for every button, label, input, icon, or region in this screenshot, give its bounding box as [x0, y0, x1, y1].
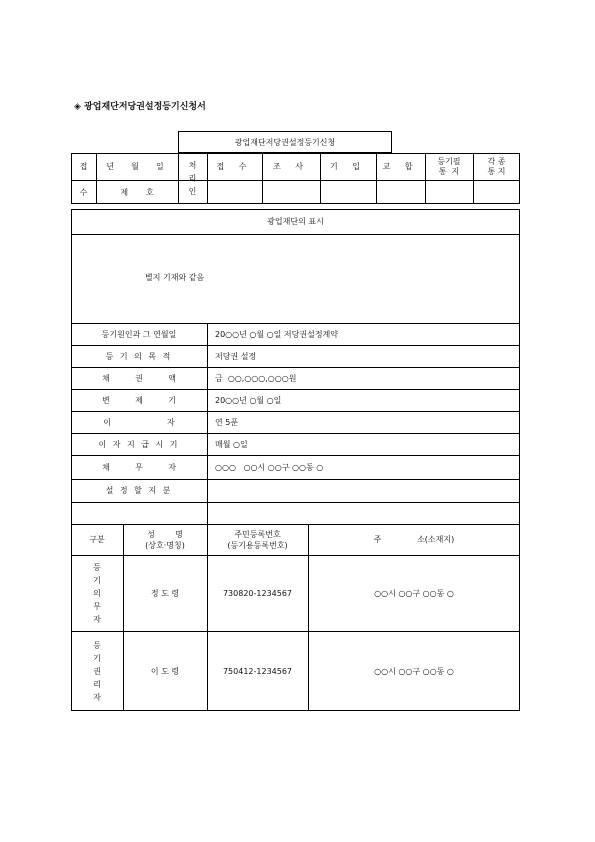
- label-su: 수: [79, 187, 88, 197]
- header-address: 주 소(소재지): [373, 535, 455, 544]
- obligor-address: ○○시 ○○구 ○○동 ○: [374, 588, 454, 598]
- label-debtor: 채 무 자: [101, 462, 177, 472]
- header-id-number: 주민등록번호 (등기용등록번호): [227, 529, 288, 550]
- document-title: ◈ 광업재단저당권설정등기신청서: [74, 102, 206, 112]
- col-entry: 기 입: [330, 162, 366, 171]
- col-investigation: 조 사: [273, 162, 309, 171]
- value-share: [207, 479, 520, 502]
- value-interest: 연 5푼: [215, 417, 239, 427]
- label-claim-amount: 채 권 액: [101, 373, 177, 383]
- col-various-notice: 각 종 통 지: [487, 156, 506, 176]
- label-repayment-date: 변 제 기: [101, 395, 177, 405]
- application-caption: 광업재단저당권설정등기신청: [178, 131, 392, 153]
- value-debtor: ○○○ ○○시 ○○구 ○○동 ○: [215, 462, 324, 472]
- value-claim-amount: 금 ○○,○○○,○○○원: [215, 373, 297, 383]
- col-verify: 교 합: [382, 162, 419, 171]
- row-line: [71, 234, 520, 235]
- value-repayment-date: 20○○년 ○월 ○일: [215, 395, 282, 405]
- date-label: 년 월 일: [106, 162, 168, 171]
- header-gubun: 구분: [89, 535, 105, 544]
- label-cause-date: 등기원인과 그 연월일: [101, 329, 177, 339]
- label-holder: 등 기 권 리 자: [93, 640, 101, 702]
- display-header: 광업재단의 표시: [267, 217, 324, 226]
- col-receipt: 접 수: [216, 162, 253, 171]
- value-interest-payment: 매월 ○일: [215, 439, 248, 449]
- row-line: [71, 502, 520, 503]
- holder-address: ○○시 ○○구 ○○동 ○: [374, 666, 454, 676]
- value-purpose: 저당권 설정: [215, 351, 257, 361]
- holder-id: 750412-1234567: [222, 666, 293, 676]
- label-share: 설 정 할 지 분: [105, 486, 173, 495]
- col-completion-notice: 등기필 통 지: [437, 156, 461, 176]
- label-interest-payment: 이 자 지 급 시 기: [98, 439, 180, 449]
- display-body: 별지 기재와 같음: [145, 273, 205, 282]
- value-cause-date: 20○○년 ○월 ○일 저당권설정계약: [215, 329, 339, 339]
- header-name: 성 명 (상호·명칭): [145, 529, 185, 550]
- process-seal-label: 처 리 인: [188, 161, 197, 196]
- label-obligor: 등 기 의 무 자: [93, 562, 101, 624]
- obligor-id: 730820-1234567: [222, 588, 293, 598]
- number-label: 제 호: [120, 187, 154, 197]
- obligor-name: 정 도 령: [150, 588, 180, 598]
- label-purpose: 등 기 의 목 적: [105, 351, 173, 361]
- holder-name: 이 도 령: [150, 666, 180, 676]
- label-jeop: 접: [79, 162, 88, 171]
- label-interest: 이 자: [103, 417, 175, 427]
